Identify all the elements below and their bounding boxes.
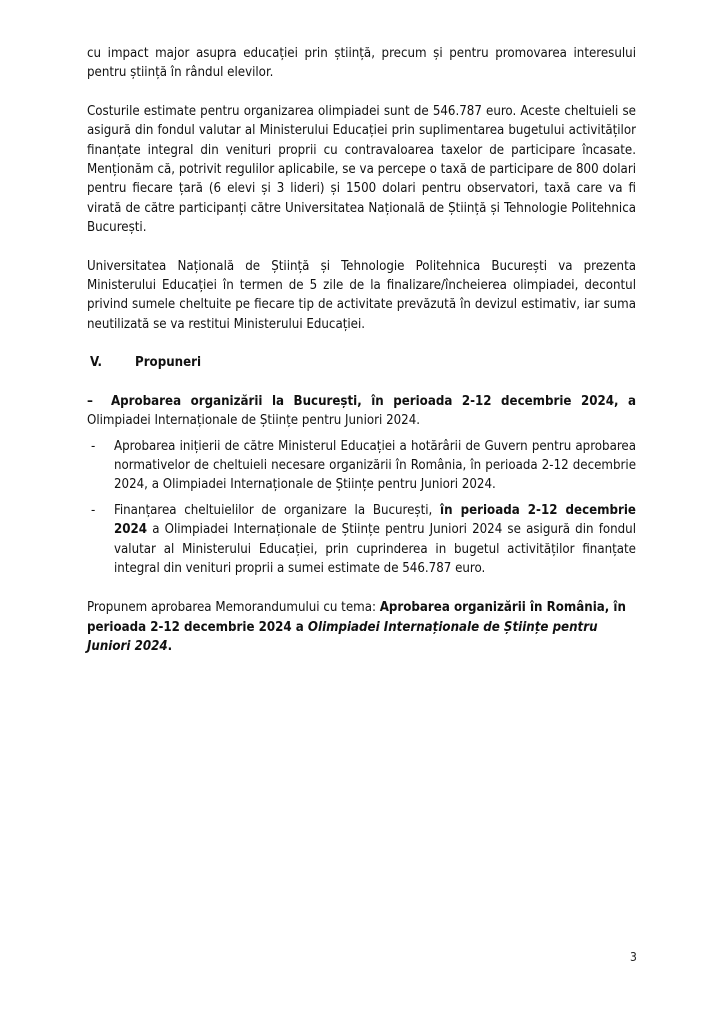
proposal-item-text: Aprobarea inițierii de către Ministerul Educației a hotărârii de Guvern pentru aprobarea normativelor de cheltuieli necesare organizării în România, în perioada 2-12 decembrie 2024, a Olimpiadei Internaționale de Științe pentru Juniori 2024. — [114, 438, 636, 493]
document-page — [87, 44, 636, 657]
proposal-main-rest: Olimpiadei Internaționale de Științe pentru Juniori 2024. — [87, 413, 421, 429]
section-title: Propuneri — [135, 355, 202, 371]
paragraph-impact: cu impact major asupra educației prin știință, precum și pentru promovarea interesului pentru știință în rândul elevilor. — [87, 46, 636, 81]
paragraph-settlement: Universitatea Națională de Știință și Tehnologie Politehnica București va prezenta Ministerului Educației în termen de 5 zile de la finalizare/încheierea olimpiadei, decontul privind sumele cheltuite pe fiecare tip de activitate prevăzută în devizul estimativ, iar suma neutilizată se va restitui Ministerului Educației. — [87, 258, 636, 332]
proposal-item-text-a: Finanțarea cheltuielilor de organizare la București, — [114, 502, 441, 518]
proposal-main — [87, 392, 636, 431]
dash-bullet: – — [87, 393, 93, 409]
proposal-main-bold: Aprobarea organizării la București, în perioada 2-12 decembrie 2024, a — [111, 393, 636, 409]
page-number: 3 — [630, 950, 637, 964]
proposal-item — [87, 437, 636, 495]
conclusion-bold: Aprobarea organizării în România, în perioada 2-12 decembrie 2024 a — [87, 600, 626, 635]
section-number: V. — [90, 355, 102, 371]
conclusion-text: Propunem aprobarea Memorandumului cu tema: — [87, 600, 380, 616]
proposal-item-bold: în perioada 2-12 decembrie 2024 — [114, 502, 636, 538]
dash-bullet: - — [91, 438, 96, 454]
section-heading — [87, 353, 636, 372]
dash-bullet: - — [91, 502, 96, 518]
paragraph-costs: Costurile estimate pentru organizarea olimpiadei sunt de 546.787 euro. Aceste cheltuieli se asigură din fondul valutar al Ministerului Educației prin suplimentarea bugetului activităților finanțate integral din venituri proprii cu contravaloarea taxelor de participare încasate. Menționăm că, potrivit regulilor aplicabile, se va percepe o taxă de participare de 800 dolari pentru fiecare țară (6 elevi și 3 lideri) și 1500 dolari pentru observatori, taxă care va fi virată de către participanți către Universitatea Națională de Știință și Tehnologie Politehnica București. — [87, 103, 636, 236]
proposal-item-text-b: a Olimpiadei Internaționale de Științe pentru Juniori 2024 se asigură din fondul valutar al Ministerului Educației, prin cuprinderea in bugetul activităților finanțate integral din venituri proprii a sumei estimate de 546.787 euro. — [114, 522, 636, 576]
conclusion-end: . — [167, 639, 173, 655]
paragraph-conclusion — [87, 598, 636, 656]
conclusion-bold-italic: Olimpiadei Internaționale de Științe pentru Juniori 2024 — [87, 619, 598, 655]
proposal-item — [87, 501, 636, 579]
